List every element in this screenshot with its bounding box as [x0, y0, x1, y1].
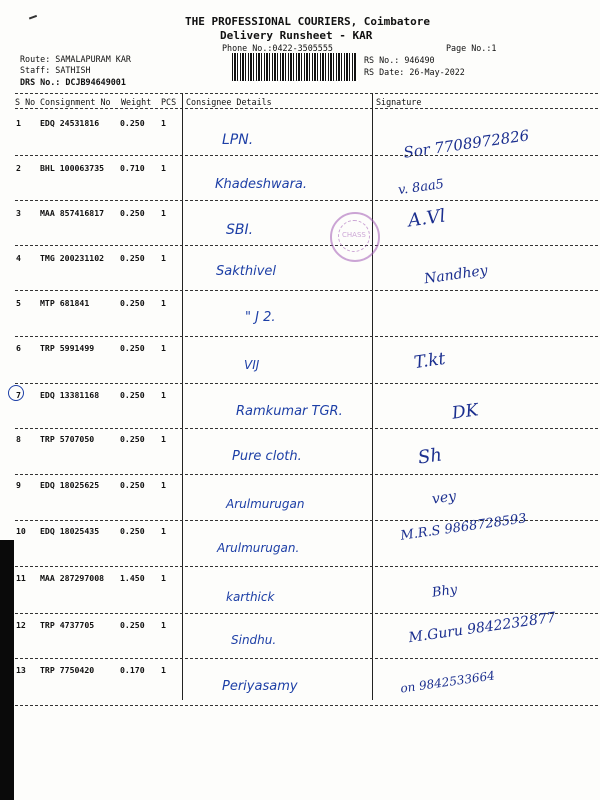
row-weight: 0.250: [120, 620, 145, 630]
row-pcs: 1: [161, 343, 166, 353]
row-pcs: 1: [161, 526, 166, 536]
document-title: THE PROFESSIONAL COURIERS, Coimbatore: [185, 15, 431, 28]
row-consignee-handwritten: Pure cloth.: [232, 449, 302, 464]
row-consignment-no: TMG 200231102: [40, 253, 105, 263]
row-sno: 11: [16, 573, 26, 583]
row-weight: 0.710: [120, 163, 145, 173]
row-pcs: 1: [161, 118, 166, 128]
row-pcs: 1: [161, 434, 166, 444]
row-consignee-handwritten: Sakthivel: [216, 264, 276, 279]
row-pcs: 1: [161, 573, 166, 583]
row-signature: on 9842533664: [399, 668, 496, 696]
row-signature: A.Vl: [406, 205, 447, 232]
row-sno: 6: [16, 343, 21, 353]
row-signature: T.kt: [412, 348, 447, 374]
row-divider: [15, 290, 598, 291]
row-divider: [15, 155, 598, 156]
row-sno: 13: [16, 665, 26, 675]
row-consignment-no: MAA 287297008: [40, 573, 105, 583]
row-signature: Bhy: [431, 582, 459, 601]
row-weight: 0.250: [120, 390, 145, 400]
row-sno: 7: [16, 390, 21, 400]
col-header-pcs: PCS: [161, 97, 177, 107]
row-signature: Sor 7708972826: [402, 126, 531, 162]
rs-date: RS Date: 26-May-2022: [364, 67, 465, 77]
column-divider: [372, 93, 373, 700]
row-signature: M.R.S 9868728593: [399, 511, 528, 544]
row-signature: M.Guru 9842232877: [407, 609, 557, 647]
row-signature: vey: [431, 488, 458, 508]
row-weight: 0.250: [120, 434, 145, 444]
row-consignee-handwritten: Periyasamy: [222, 679, 298, 694]
row-divider: [15, 428, 598, 429]
col-header-signature: Signature: [376, 97, 422, 107]
row-pcs: 1: [161, 298, 166, 308]
stamp-seal: [330, 212, 380, 262]
row-sno: 3: [16, 208, 21, 218]
row-7-circle-mark: [8, 385, 24, 401]
barcode: [232, 53, 356, 81]
staff-label: Staff: SATHISH: [20, 65, 91, 75]
row-sno: 5: [16, 298, 21, 308]
stamp-text: CHASS: [342, 231, 366, 239]
row-pcs: 1: [161, 390, 166, 400]
row-consignee-handwritten: Arulmurugan: [226, 497, 305, 511]
row-weight: 0.250: [120, 480, 145, 490]
row-divider: [15, 474, 598, 475]
row-consignment-no: EDQ 18025435: [40, 526, 100, 536]
row-sno: 1: [16, 118, 21, 128]
document-subtitle: Delivery Runsheet - KAR: [220, 29, 373, 42]
row-consignee-handwritten: Khadeshwara.: [215, 177, 308, 192]
row-consignment-no: TRP 5991499: [40, 343, 95, 353]
row-sno: 2: [16, 163, 21, 173]
row-pcs: 1: [161, 253, 166, 263]
row-consignee-handwritten: VIJ: [244, 358, 260, 372]
row-consignment-no: BHL 100063735: [40, 163, 105, 173]
corner-mark: [29, 15, 39, 25]
row-signature: v. 8aa5: [397, 176, 445, 199]
row-weight: 0.250: [120, 253, 145, 263]
row-weight: 0.250: [120, 208, 145, 218]
row-sno: 8: [16, 434, 21, 444]
row-divider: [15, 200, 598, 201]
row-consignee-handwritten: SBI.: [226, 222, 254, 238]
row-divider: [15, 383, 598, 384]
row-consignee-handwritten: Sindhu.: [231, 633, 277, 647]
row-divider: [15, 613, 598, 614]
drs-number: DRS No.: DCJB94649001: [20, 77, 126, 87]
row-pcs: 1: [161, 163, 166, 173]
row-sno: 12: [16, 620, 26, 630]
row-divider: [15, 658, 598, 659]
row-consignee-handwritten: " J 2.: [245, 310, 276, 325]
row-consignee-handwritten: Arulmurugan.: [217, 541, 300, 555]
row-sno: 10: [16, 526, 26, 536]
row-consignment-no: MAA 857416817: [40, 208, 105, 218]
route-label: Route: SAMALAPURAM KAR: [20, 54, 131, 64]
row-signature: DK: [450, 400, 480, 424]
phone-number: Phone No.:0422-3505555: [222, 43, 333, 53]
row-sno: 9: [16, 480, 21, 490]
row-divider: [15, 245, 598, 246]
row-sno: 4: [16, 253, 21, 263]
row-consignee-handwritten: Ramkumar TGR.: [236, 404, 343, 419]
row-consignment-no: MTP 681841: [40, 298, 90, 308]
row-consignment-no: TRP 5707050: [40, 434, 95, 444]
row-pcs: 1: [161, 665, 166, 675]
table-top-border: [15, 93, 598, 94]
row-consignee-handwritten: LPN.: [222, 132, 254, 148]
col-header-sno: S No: [15, 97, 36, 107]
row-pcs: 1: [161, 620, 166, 630]
row-pcs: 1: [161, 208, 166, 218]
rs-number: RS No.: 946490: [364, 55, 435, 65]
row-weight: 0.250: [120, 118, 145, 128]
scan-edge-shadow: [0, 540, 14, 800]
col-header-consignee: Consignee Details: [186, 97, 272, 107]
row-signature: Nandhey: [423, 262, 489, 288]
row-consignee-handwritten: karthick: [226, 590, 275, 604]
row-consignment-no: EDQ 18025625: [40, 480, 100, 490]
row-divider: [15, 566, 598, 567]
header-bottom-border: [15, 108, 598, 109]
row-weight: 1.450: [120, 573, 145, 583]
row-signature: Sh: [416, 444, 444, 469]
row-consignment-no: EDQ 13381168: [40, 390, 100, 400]
page-number: Page No.:1: [446, 43, 497, 53]
col-header-consignment: Consignment No: [40, 97, 111, 107]
column-divider: [182, 93, 183, 700]
row-consignment-no: TRP 4737705: [40, 620, 95, 630]
row-weight: 0.170: [120, 665, 145, 675]
row-weight: 0.250: [120, 526, 145, 536]
col-header-weight: Weight: [121, 97, 152, 107]
row-consignment-no: EDQ 24531816: [40, 118, 100, 128]
row-divider: [15, 336, 598, 337]
row-pcs: 1: [161, 480, 166, 490]
row-divider: [15, 705, 598, 706]
row-weight: 0.250: [120, 343, 145, 353]
row-weight: 0.250: [120, 298, 145, 308]
row-consignment-no: TRP 7750420: [40, 665, 95, 675]
